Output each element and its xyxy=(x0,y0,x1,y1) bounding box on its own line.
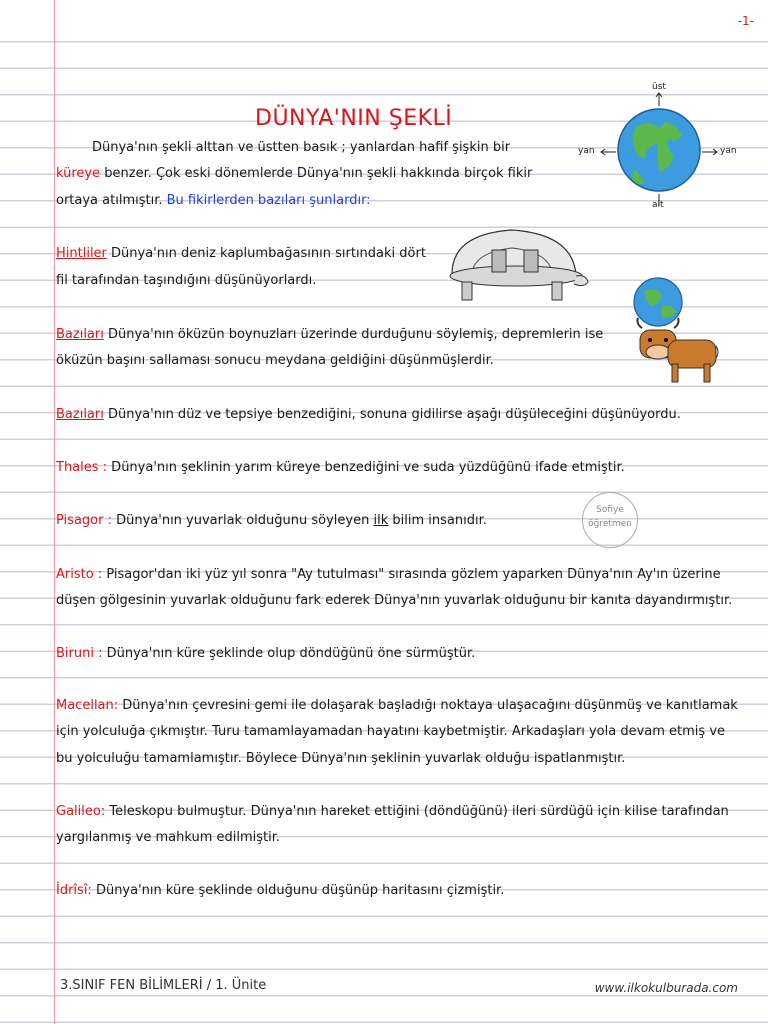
label-bazilari-2: Bazıları xyxy=(56,407,104,422)
label-bazilari-1: Bazıları xyxy=(56,327,104,342)
intro-line-1: Dünya'nın şekli alttan ve üstten basık ; yanlardan hafif şişkin bir xyxy=(92,140,511,155)
pisagor-line-1: Pisagor : Dünya'nın yuvarlak olduğunu söyleyen ilk bilim insanıdır. xyxy=(56,513,487,528)
globe-label-left: yan xyxy=(578,146,595,156)
macellan-line-1: Macellan: Dünya'nın çevresini gemi ile dolaşarak başladığı noktaya ulaşacağını düşünmüş ve kanıtlamak xyxy=(56,698,738,713)
turtle-elephants-illustration xyxy=(442,214,590,310)
teacher-stamp: Sofiye öğretmen xyxy=(582,492,638,548)
globe-icon xyxy=(574,82,744,212)
keyword-kureye: küreye xyxy=(56,166,101,181)
ox-icon xyxy=(628,276,720,392)
galileo-line-2: yargılanmış ve mahkum edilmiştir. xyxy=(56,830,281,845)
globe-label-right: yan xyxy=(720,146,737,156)
footer-course: 3.SINIF FEN BİLİMLERİ / 1. Ünite xyxy=(60,978,267,993)
aristo-line-1: Aristo : Pisagor'dan iki yüz yıl sonra "Ay tutulması" sırasında gözlem yaparken Dünya'nın Ay'ın üzerine xyxy=(56,567,721,582)
thales-line-1: Thales : Dünya'nın şeklinin yarım küreye benzediğini ve suda yüzdüğünü ifade etmiştir. xyxy=(56,460,625,475)
biruni-line-1: Biruni : Dünya'nın küre şeklinde olup döndüğünü öne sürmüştür. xyxy=(56,646,476,661)
label-pisagor: Pisagor : xyxy=(56,513,112,528)
intro-highlight: Bu fikirlerden bazıları şunlardır: xyxy=(166,193,371,208)
label-macellan: Macellan: xyxy=(56,698,119,713)
label-hintliler: Hintliler xyxy=(56,246,107,261)
intro-line-2: küreye benzer. Çok eski dönemlerde Dünya'nın şekli hakkında birçok fikir xyxy=(56,166,533,181)
hintliler-line-2: fil tarafından taşındığını düşünüyorlardı. xyxy=(56,273,317,288)
page-title: DÜNYA'NIN ŞEKLİ xyxy=(255,106,453,131)
margin-line xyxy=(54,0,55,1024)
bazilari1-line-2: öküzün başını sallaması sonucu meydana geldiğini düşünmüşlerdir. xyxy=(56,353,494,368)
ox-globe-illustration xyxy=(628,276,720,392)
idrisi-line-1: İdrîsî: Dünya'nın küre şeklinde olduğunu düşünüp haritasını çizmiştir. xyxy=(56,883,505,898)
hintliler-line-1: Hintliler Dünya'nın deniz kaplumbağasının sırtındaki dört xyxy=(56,246,426,261)
keyword-ilk: ilk xyxy=(373,513,389,528)
label-aristo: Aristo : xyxy=(56,567,103,582)
turtle-icon xyxy=(442,214,590,310)
label-galileo: Galileo: xyxy=(56,804,106,819)
globe-figure xyxy=(574,82,744,212)
bazilari1-line-1: Bazıları Dünya'nın öküzün boynuzları üzerinde durduğunu söylemiş, depremlerin ise xyxy=(56,327,604,342)
footer-website: www.ilkokulburada.com xyxy=(594,981,738,995)
aristo-line-2: düşen gölgesinin yuvarlak olduğunu fark ederek Dünya'nın yuvarlak olduğunu bir kanıta dayandırmıştır. xyxy=(56,593,733,608)
intro-line-3: ortaya atılmıştır. Bu fikirlerden bazıları şunlardır: xyxy=(56,193,371,208)
label-biruni: Biruni : xyxy=(56,646,103,661)
page-number: -1- xyxy=(737,14,754,28)
bazilari2-line-1: Bazıları Dünya'nın düz ve tepsiye benzediğini, sonuna gidilirse aşağı düşüleceğini düşünüyordu. xyxy=(56,407,681,422)
galileo-line-1: Galileo: Teleskopu bulmuştur. Dünya'nın hareket ettiğini (döndüğünü) ileri sürdüğü için kilise tarafından xyxy=(56,804,729,819)
macellan-line-2: için yolculuğa çıkmıştır. Turu tamamlayamadan hayatını kaybetmiştir. Arkadaşları yola devam etmiş ve xyxy=(56,724,726,739)
globe-label-top: üst xyxy=(652,82,666,92)
label-thales: Thales : xyxy=(56,460,108,475)
globe-label-bottom: alt xyxy=(652,200,664,210)
label-idrisi: İdrîsî: xyxy=(56,883,92,898)
macellan-line-3: bu yolculuğu tamamlamıştır. Böylece Dünya'nın şeklinin yuvarlak olduğu ispatlanmıştır. xyxy=(56,751,626,766)
